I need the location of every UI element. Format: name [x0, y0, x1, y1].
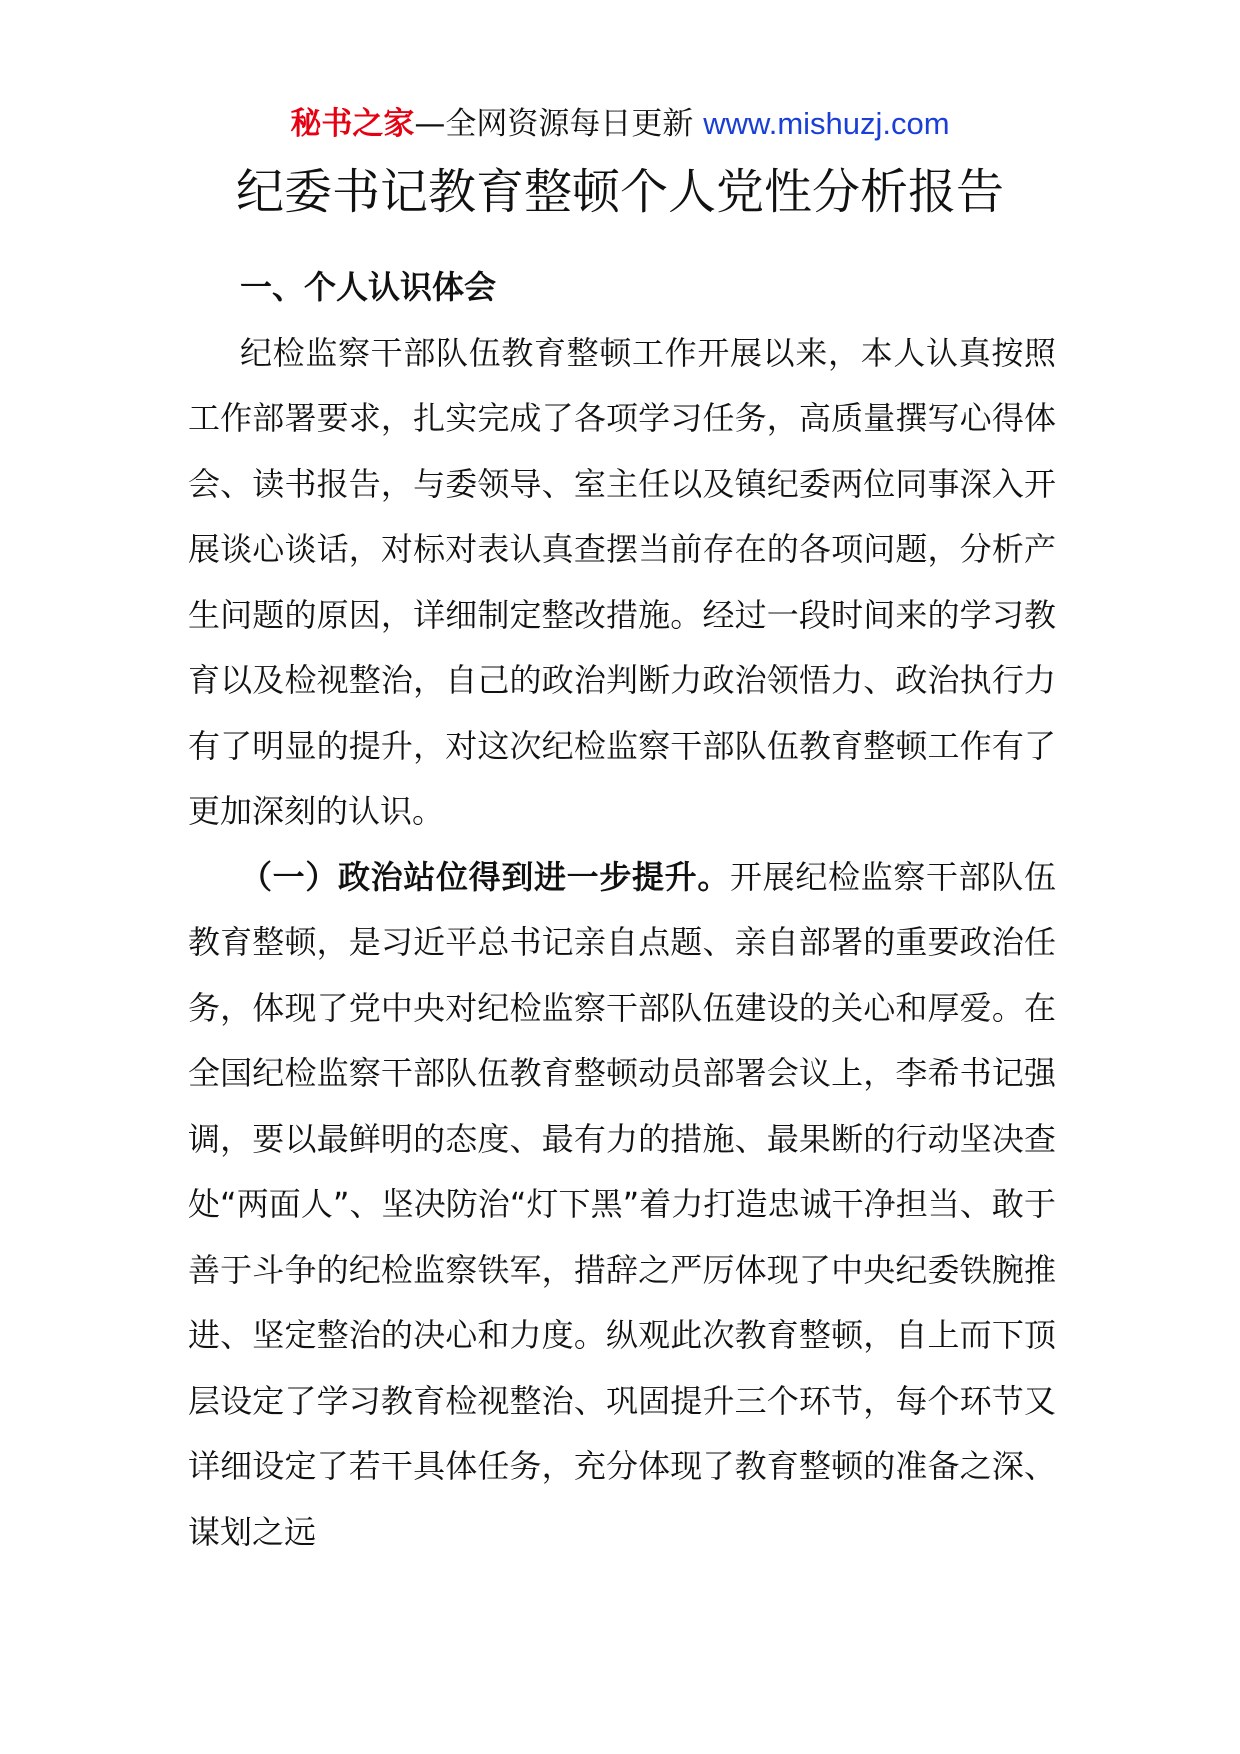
section-heading: 一、个人认识体会 — [240, 268, 497, 306]
header-slogan: —全网资源每日更新 — [414, 106, 704, 142]
site-header — [0, 102, 1240, 146]
subsection-lead: （一）政治站位得到进一步提升。 — [240, 857, 730, 896]
document-body — [188, 255, 1056, 1565]
subsection-paragraph — [188, 845, 1056, 1566]
brand-name: 秘书之家 — [290, 106, 415, 142]
subsection-body: 开展纪检监察干部队伍教育整顿，是习近平总书记亲自点题、亲自部署的重要政治任务，体现了党中央对纪检监察干部队伍建设的关心和厚爱。在全国纪检监察干部队伍教育整顿动员部署会议上，李希书记强调，要以最鲜明的态度、最有力的措施、最果断的行动坚决查处“两面人”、坚决防治“灯下黑”着力打造忠诚干净担当、敢于善于斗争的纪检监察铁军，措辞之严厉体现了中央纪委铁腕推进、坚定整治的决心和力度。纵观此次教育整顿，自上而下顶层设定了学习教育检视整治、巩固提升三个环节，每个环节又详细设定了若干具体任务，充分体现了教育整顿的准备之深、谋划之远 — [188, 857, 1056, 1551]
document-title: 纪委书记教育整顿个人党性分析报告 — [235, 164, 1004, 220]
paragraph: 纪检监察干部队伍教育整顿工作开展以来，本人认真按照工作部署要求，扎实完成了各项学习任务，高质量撰写心得体会、读书报告，与委领导、室主任以及镇纪委两位同事深入开展谈心谈话，对标对表认真查摆当前存在的各项问题，分析产生问题的原因，详细制定整改措施。经过一段时间来的学习教育以及检视整治，自己的政治判断力政治领悟力、政治执行力有了明显的提升，对这次纪检监察干部队伍教育整顿工作有了更加深刻的认识。 — [188, 333, 1056, 830]
site-url-link[interactable]: www.mishuzj.com — [703, 106, 950, 141]
